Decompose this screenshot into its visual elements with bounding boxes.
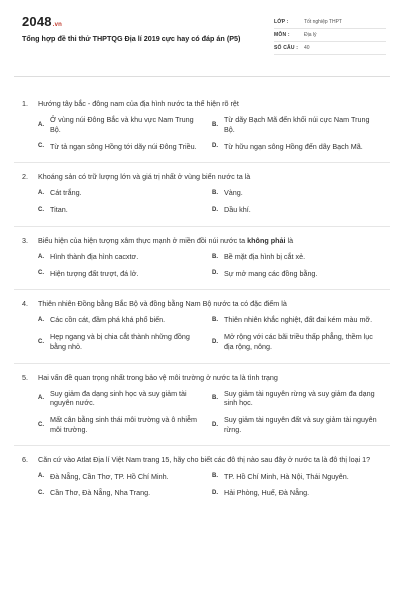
answer-option[interactable] <box>212 488 386 498</box>
answer-option[interactable] <box>38 252 212 262</box>
question-text <box>38 455 386 465</box>
answer-options <box>22 252 386 285</box>
option-text: Hiện tượng đất trượt, đá lở. <box>50 268 139 278</box>
option-letter: C. <box>38 270 44 277</box>
option-text: Thiên nhiên khắc nghiệt, đất đai kém màu mỡ. <box>224 315 373 325</box>
answer-option[interactable] <box>38 142 212 152</box>
question-item <box>22 172 386 227</box>
option-letter: A. <box>38 317 44 324</box>
option-text: Cần Thơ, Đà Nẵng, Nha Trang. <box>50 488 151 498</box>
meta-value: Địa lý <box>304 32 317 38</box>
question-number: 2. <box>22 172 28 182</box>
question-list <box>22 99 386 505</box>
answer-option[interactable] <box>38 488 212 498</box>
option-letter: A. <box>38 473 44 480</box>
meta-value: 40 <box>304 45 310 51</box>
answer-option[interactable] <box>38 332 212 351</box>
question-number: 3. <box>22 235 28 245</box>
question-divider <box>14 445 390 446</box>
site-logo[interactable] <box>22 14 252 30</box>
option-letter: A. <box>38 121 44 128</box>
option-text: Từ dãy Bạch Mã đến khối núi cực Nam Trung Bộ. <box>224 115 370 134</box>
question-text <box>38 236 386 246</box>
option-letter: A. <box>38 190 44 197</box>
answer-option[interactable] <box>212 188 386 198</box>
question-divider <box>14 289 390 290</box>
option-text: Dầu khí. <box>224 205 251 215</box>
meta-row-count <box>274 42 386 55</box>
header-left <box>22 14 252 44</box>
option-text: Ở vùng núi Đông Bắc và khu vực Nam Trung Bộ. <box>50 115 194 134</box>
answer-option[interactable] <box>38 205 212 215</box>
option-text: Từ tả ngạn sông Hồng tới dãy núi Đông Triều. <box>50 141 197 151</box>
answer-option[interactable] <box>38 315 212 325</box>
answer-options <box>22 115 386 158</box>
answer-options <box>22 389 386 442</box>
question-text <box>38 99 386 109</box>
option-text: Suy giảm đa dạng sinh học và suy giảm tài nguyên nước. <box>50 388 187 408</box>
option-text: Vàng. <box>224 188 243 198</box>
option-text: Mở rộng với các bãi triều thấp phẳng, thềm lục địa rộng, nông. <box>224 332 373 351</box>
option-text: Bề mặt địa hình bị cắt xẻ. <box>224 251 306 261</box>
answer-option[interactable] <box>38 269 212 279</box>
question-text-part: Biểu hiện của hiện tượng xâm thực mạnh ở miền đồi núi nước ta <box>38 235 248 245</box>
answer-option[interactable] <box>212 269 386 279</box>
meta-value: Tốt nghiệp THPT <box>304 19 342 25</box>
option-letter: C. <box>38 143 44 150</box>
meta-key: MÔN : <box>274 32 290 38</box>
question-number: 4. <box>22 299 28 309</box>
logo-text: 2048 <box>22 14 52 29</box>
option-text: Suy giảm tài nguyên đất và suy giảm tài nguyên rừng. <box>224 415 377 434</box>
answer-option[interactable] <box>38 472 212 482</box>
option-text: Titan. <box>50 205 68 215</box>
question-text-part: Căn cứ vào Atlat Địa lí Việt Nam trang 15, hãy cho biết các đô thị nào sau đây ở nước ta là đô thị loại 1? <box>38 455 371 465</box>
question-stem <box>22 99 386 109</box>
answer-option[interactable] <box>212 252 386 262</box>
question-divider <box>14 363 390 364</box>
option-letter: B. <box>212 317 218 324</box>
question-stem <box>22 172 386 182</box>
answer-option[interactable] <box>212 205 386 215</box>
answer-option[interactable] <box>212 415 386 434</box>
question-stem <box>22 299 386 309</box>
answer-options <box>22 315 386 358</box>
question-text-part: Khoáng sản có trữ lượng lớn và giá trị nhất ở vùng biển nước ta là <box>38 172 251 182</box>
option-letter: B. <box>212 190 218 197</box>
answer-option[interactable] <box>212 115 386 134</box>
option-text: Các cồn cát, đầm phá khá phổ biến. <box>50 315 166 325</box>
question-divider <box>14 162 390 163</box>
question-text <box>38 373 386 383</box>
meta-key: LỚP : <box>274 19 289 25</box>
question-text <box>38 299 386 309</box>
meta-key: SỐ CÂU : <box>274 45 299 51</box>
option-text: Hẹp ngang và bị chia cắt thành những đồng bằng nhỏ. <box>50 332 190 351</box>
page-header <box>22 14 386 70</box>
answer-option[interactable] <box>212 472 386 482</box>
answer-option[interactable] <box>38 115 212 134</box>
option-letter: D. <box>212 490 218 497</box>
answer-option[interactable] <box>38 188 212 198</box>
option-letter: B. <box>212 253 218 260</box>
answer-option[interactable] <box>38 415 212 434</box>
answer-option[interactable] <box>212 332 386 351</box>
question-item <box>22 236 386 291</box>
option-text: Hải Phòng, Huế, Đà Nẵng. <box>224 488 310 498</box>
option-letter: D. <box>212 270 218 277</box>
question-text-part: Hướng tây bắc - đông nam của địa hình nước ta thể hiện rõ rệt <box>38 99 239 108</box>
answer-option[interactable] <box>38 389 212 408</box>
option-text: TP. Hồ Chí Minh, Hà Nội, Thái Nguyên. <box>224 471 349 481</box>
option-text: Hình thành địa hình cacxtơ. <box>50 251 139 261</box>
question-text-emphasis: không phải <box>247 235 286 245</box>
question-item <box>22 99 386 163</box>
question-item <box>22 373 386 447</box>
page-title: Tổng hợp đề thi thử THPTQG Địa lí 2019 cực hay có đáp án (P5) <box>22 34 241 43</box>
option-text: Đà Nẵng, Cần Thơ, TP. Hồ Chí Minh. <box>50 471 169 481</box>
answer-option[interactable] <box>212 315 386 325</box>
logo-suffix: .vn <box>52 22 63 28</box>
exam-meta <box>274 16 386 55</box>
answer-options <box>22 472 386 505</box>
option-letter: A. <box>38 253 44 260</box>
header-divider <box>14 76 390 77</box>
question-number: 1. <box>22 99 28 108</box>
answer-option[interactable] <box>212 142 386 152</box>
option-text: Mất cân bằng sinh thái môi trường và ô nhiễm môi trường. <box>50 415 197 434</box>
option-text: Suy giảm tài nguyên rừng và suy giảm đa dạng sinh học. <box>224 388 375 408</box>
question-stem <box>22 455 386 465</box>
option-text: Cát trắng. <box>50 188 82 198</box>
question-text <box>38 172 386 182</box>
question-item <box>22 455 386 505</box>
question-text-part: Hai vấn đề quan trọng nhất trong bảo vệ môi trường ở nước ta là tình trạng <box>38 372 278 382</box>
question-divider <box>14 226 390 227</box>
option-letter: C. <box>38 490 44 497</box>
question-number: 5. <box>22 372 28 382</box>
option-letter: D. <box>212 338 218 345</box>
question-item <box>22 299 386 363</box>
option-letter: C. <box>38 338 44 345</box>
answer-option[interactable] <box>212 389 386 408</box>
option-letter: A. <box>38 395 44 402</box>
option-letter: D. <box>212 206 218 213</box>
option-letter: B. <box>212 395 218 402</box>
option-letter: B. <box>212 473 218 480</box>
option-letter: D. <box>212 421 218 428</box>
option-letter: D. <box>212 143 218 150</box>
option-text: Sự mở mang các đồng bằng. <box>224 268 318 278</box>
meta-row-class <box>274 16 386 29</box>
question-stem <box>22 373 386 383</box>
option-text: Từ hữu ngạn sông Hồng đến dãy Bạch Mã. <box>224 141 363 151</box>
question-text-part: Thiên nhiên Đồng bằng Bắc Bộ và đồng bằng Nam Bộ nước ta có đặc điểm là <box>38 299 287 309</box>
option-letter: B. <box>212 121 218 128</box>
meta-row-subject <box>274 29 386 42</box>
answer-options <box>22 188 386 221</box>
question-stem <box>22 236 386 246</box>
option-letter: C. <box>38 421 44 428</box>
question-number: 6. <box>22 455 28 465</box>
option-letter: C. <box>38 206 44 213</box>
question-text-part: là <box>285 235 294 245</box>
